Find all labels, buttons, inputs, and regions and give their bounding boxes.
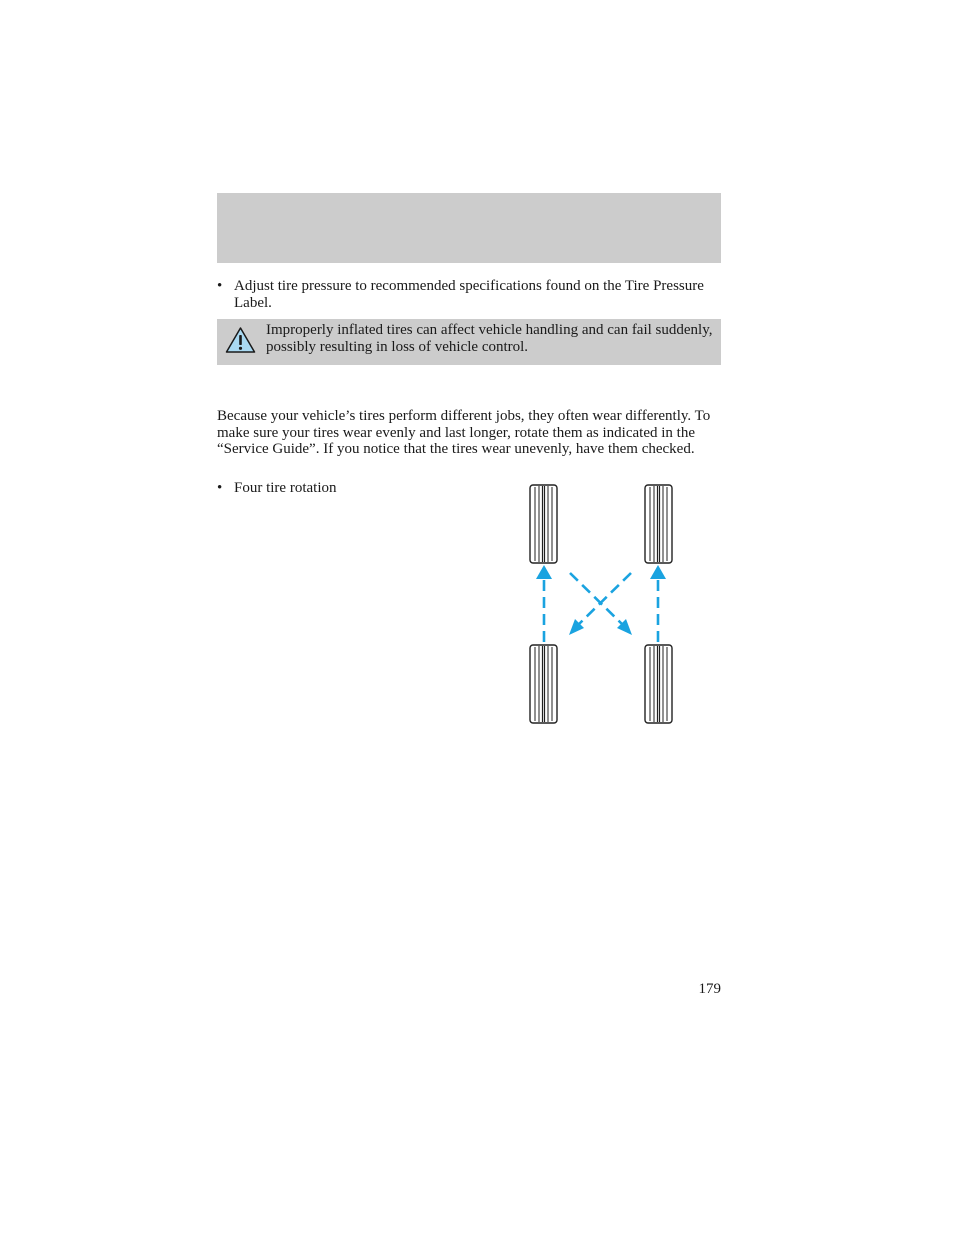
bullet-item-pressure <box>217 278 717 311</box>
tire-rotation-diagram-icon <box>520 480 680 730</box>
header-band <box>217 193 721 263</box>
bullet-dot: • <box>217 480 223 496</box>
tire-rear-right-icon <box>645 645 672 723</box>
warning-text: Improperly inflated tires can affect vehicle handling and can fail suddenly, possibly resulting in loss of vehicle control. <box>266 322 713 355</box>
bullet-dot: • <box>217 278 223 294</box>
arrowhead-icon <box>536 565 552 579</box>
warning-triangle-icon <box>225 326 256 354</box>
tire-front-right-icon <box>645 485 672 563</box>
body-paragraph: Because your vehicle’s tires perform different jobs, they often wear differently. To make sure your tires wear evenly and last longer, rotate them as indicated in the “Service Guide”. If you notice that the tires wear unevenly, have them checked. <box>217 408 711 457</box>
tire-front-left-icon <box>530 485 557 563</box>
tire-rear-left-icon <box>530 645 557 723</box>
arrow-front-right-to-rear-left <box>577 573 631 626</box>
page-number: 179 <box>698 981 721 997</box>
warning-box <box>217 319 721 365</box>
arrow-front-left-to-rear-right <box>570 573 624 626</box>
arrowhead-icon <box>650 565 666 579</box>
bullet-text-rotation: Four tire rotation <box>234 480 337 496</box>
bullet-text-pressure: Adjust tire pressure to recommended specifications found on the Tire Pressure Label. <box>234 278 704 311</box>
